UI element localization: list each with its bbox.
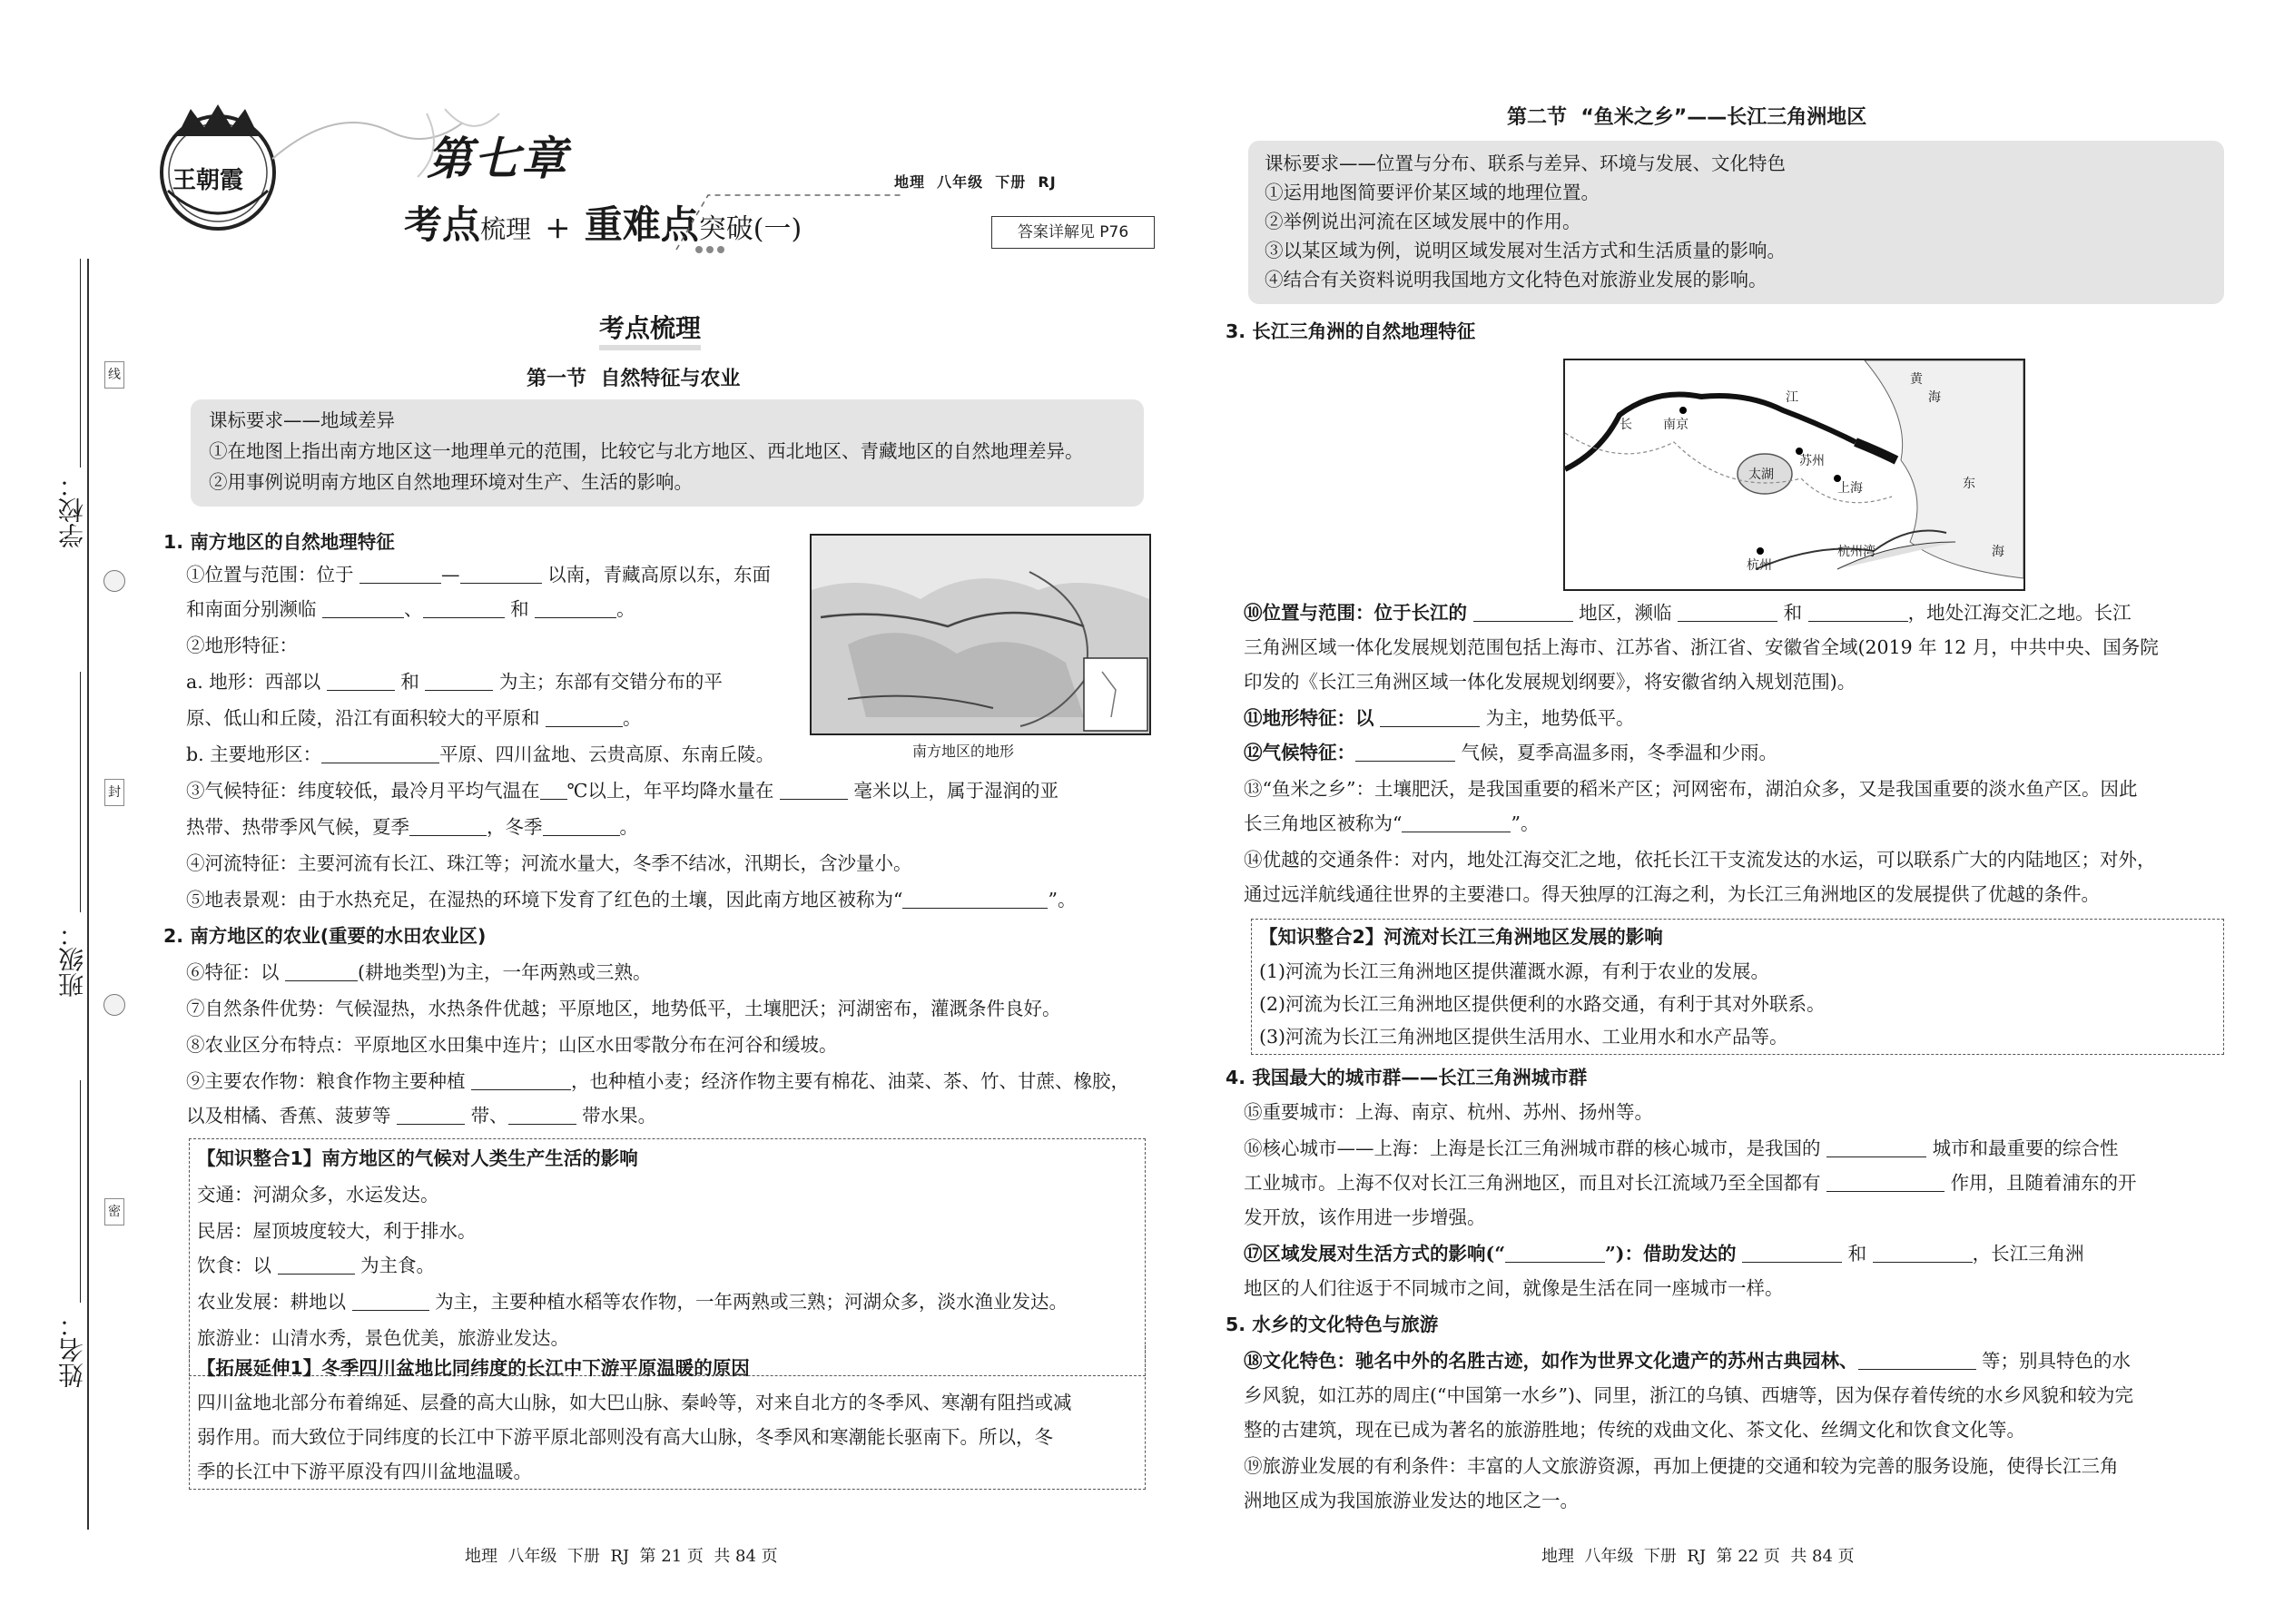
school-blank[interactable] <box>80 259 82 468</box>
box-line: (1)河流为长江三角洲地区提供灌溉水源，有利于农业的发展。 <box>1259 960 1770 982</box>
text-line: 通过远洋航线通往世界的主要港口。得天独厚的江海之利，为长江三角洲地区的发展提供了优越的条件。 <box>1244 883 2100 905</box>
fill-blank[interactable] <box>409 815 487 836</box>
fill-blank[interactable] <box>460 563 542 584</box>
map-label: 海 <box>1928 390 1941 405</box>
text-line: ⑲旅游业发展的有利条件：丰富的人文旅游资源，再加上便捷的交通和较为完善的服务设施，使得长江三角 <box>1244 1455 2119 1477</box>
fill-blank[interactable] <box>322 597 404 618</box>
fill-blank[interactable] <box>1402 812 1511 832</box>
map-label: 南京 <box>1663 418 1689 432</box>
text-line: ⑮重要城市：上海、南京、杭州、苏州、扬州等。 <box>1244 1101 1653 1123</box>
knowledge-box-2 <box>1251 919 2224 1055</box>
text-line: 发开放，该作用进一步增强。 <box>1244 1206 1486 1228</box>
req-item: ②用事例说明南方地区自然地理环境对生产、生活的影响。 <box>209 471 693 493</box>
title-part-b: 梳理 <box>480 214 532 244</box>
text-line: 和南面分别濒临 、 和 。 <box>186 598 635 620</box>
fill-blank[interactable] <box>1742 1242 1842 1263</box>
text-line: ⑭优越的交通条件：对内，地处江海交汇之地，依托长江干支流发达的水运，可以联系广大的内陆地区；对外， <box>1244 849 2156 871</box>
page-footer: 地理 八年级 下册 RJ 第 22 页 共 84 页 <box>1541 1547 1855 1566</box>
box-line: 季的长江中下游平原没有四川盆地温暖。 <box>197 1461 532 1482</box>
chapter-title: 第七章 <box>427 132 568 185</box>
text-line: ⑱文化特色：驰名中外的名胜古迹，如作为世界文化遗产的苏州古典园林、 等；别具特色的水 <box>1244 1350 2132 1372</box>
knowledge-box-1 <box>189 1138 1146 1376</box>
fill-blank[interactable] <box>1826 1171 1944 1192</box>
class-label: 班级： <box>57 921 87 998</box>
fill-blank[interactable] <box>471 1069 571 1090</box>
text-line: ⑦自然条件优势：气候湿热，水热条件优越；平原地区，地势低平，土壤肥沃；河湖密布，灌溉条件良好。 <box>186 998 1061 1019</box>
title-plus: + <box>545 210 571 246</box>
fill-blank[interactable] <box>508 1104 576 1125</box>
class-blank[interactable] <box>80 672 82 912</box>
binding-hole-icon <box>103 570 125 592</box>
fill-blank[interactable] <box>425 670 493 691</box>
text-line: ⑬“鱼米之乡”：土壤肥沃，是我国重要的稻米产区；河网密布，湖泊众多，又是我国重要的淡水鱼产区。因此 <box>1244 778 2138 800</box>
req-item: ①在地图上指出南方地区这一地理单元的范围，比较它与北方地区、西北地区、青藏地区的自然地理差异。 <box>209 440 1084 462</box>
box-title: 【知识整合1】南方地区的气候对人类生产生活的影响 <box>197 1147 638 1169</box>
text-line: 地区的人们往返于不同城市之间，就像是生活在同一座城市一样。 <box>1244 1277 1784 1299</box>
box-line: 弱作用。而大致位于同纬度的长江中下游平原北部则没有高大山脉，冬季风和寒潮能长驱南下。所以，冬 <box>197 1426 1053 1448</box>
heading-5: 5. 水乡的文化特色与旅游 <box>1226 1314 1439 1335</box>
seal-mark-seal: 封 <box>104 779 124 806</box>
text-line: ③气候特征：纬度较低，最冷月平均气温在 ℃以上，年平均降水量在 毫米以上，属于湿润的亚 <box>186 780 1058 802</box>
text-line: 工业城市。上海不仅对长江三角洲地区，而且对长江流域乃至全国都有 作用，且随着浦东的开 <box>1244 1172 2137 1194</box>
fill-blank[interactable] <box>352 1290 429 1311</box>
curriculum-requirements-box <box>1248 141 2224 304</box>
map-label: 苏州 <box>1799 454 1825 468</box>
map-label: 长 <box>1620 418 1632 432</box>
school-label: 学校： <box>57 472 87 548</box>
text-line: ⑥特征：以 (耕地类型)为主，一年两熟或三熟。 <box>186 961 652 983</box>
box-line: 四川盆地北部分布着绵延、层叠的高大山脉，如大巴山脉、秦岭等，对来自北方的冬季风、寒潮有阻挡或减 <box>197 1392 1072 1413</box>
box-line: (2)河流为长江三角洲地区提供便利的水路交通，有利于其对外联系。 <box>1259 993 1826 1015</box>
text-line: ⑨主要农作物：粮食作物主要种植 ，也种植小麦；经济作物主要有棉花、油菜、茶、竹、甘蔗、橡胶， <box>186 1070 1130 1092</box>
req-item: ②举例说出河流在区域发展中的作用。 <box>1265 211 1581 232</box>
req-item: ④结合有关资料说明我国地方文化特色对旅游业发展的影响。 <box>1265 269 1767 290</box>
binding-hole-icon <box>103 994 125 1016</box>
box-line: 旅游业：山清水秀，景色优美，旅游业发达。 <box>197 1327 569 1349</box>
fill-blank[interactable] <box>1380 706 1480 727</box>
heading-3: 3. 长江三角洲的自然地理特征 <box>1226 320 1476 342</box>
fill-blank[interactable] <box>1808 601 1908 622</box>
seal-mark-secret: 密 <box>104 1198 124 1225</box>
box-title: 【拓展延伸1】冬季四川盆地比同纬度的长江中下游平原温暖的原因 <box>197 1357 750 1379</box>
box-line: 交通：河湖众多，水运发达。 <box>197 1184 439 1206</box>
box-line: 饮食：以 为主食。 <box>197 1255 436 1276</box>
fill-blank[interactable] <box>1873 1242 1973 1263</box>
text-line: ⑧农业区分布特点：平原地区水田集中连片；山区水田零散分布在河谷和缓坡。 <box>186 1034 838 1056</box>
text-line: ①位置与范围：位于 — 以南，青藏高原以东，东面 <box>186 564 772 586</box>
text-line: 整的古建筑，现在已成为著名的旅游胜地；传统的戏曲文化、茶文化、丝绸文化和饮食文化等。 <box>1244 1419 2025 1441</box>
map-label: 东 <box>1963 477 1975 491</box>
fill-blank[interactable] <box>321 743 439 763</box>
req-item: ①运用地图简要评价某区域的地理位置。 <box>1265 182 1600 203</box>
map-label: 江 <box>1786 390 1798 405</box>
curriculum-requirements-box <box>191 399 1144 507</box>
yangtze-delta-map <box>1563 359 2025 591</box>
lesson-title: 第二节 “鱼米之乡”——长江三角洲地区 <box>1507 106 1867 129</box>
text-line: ⑩位置与范围：位于长江的 地区，濒临 和 ，地处江海交汇之地。长江 <box>1244 602 2132 624</box>
text-line: ⑪地形特征：以 为主，地势低平。 <box>1244 707 1635 729</box>
req-title: 课标要求——地域差异 <box>209 409 395 431</box>
heading-2: 2. 南方地区的农业(重要的水田农业区) <box>163 925 487 947</box>
seal-mark-line: 线 <box>104 361 124 389</box>
fill-blank[interactable] <box>1858 1349 1976 1370</box>
name-blank[interactable] <box>80 1080 82 1303</box>
map-label: 太湖 <box>1748 468 1774 482</box>
fill-blank[interactable] <box>397 1104 465 1125</box>
map-label: 杭州湾 <box>1837 545 1876 559</box>
map-label: 上海 <box>1837 481 1863 496</box>
text-line: ⑤地表景观：由于水热充足，在湿热的环境下发育了红色的土壤，因此南方地区被称为“ ”。 <box>186 889 1077 910</box>
text-line: 印发的《长江三角洲区域一体化发展规划纲要》，将安徽省纳入规划范围)。 <box>1244 671 1856 693</box>
text-line: 热带、热带季风气候，夏季 ，冬季 。 <box>186 816 638 838</box>
fill-blank[interactable] <box>1505 1242 1605 1263</box>
fill-blank[interactable] <box>1355 741 1455 762</box>
text-line: ⑰区域发展对生活方式的影响(“ ”)：借助发达的 和 ，长江三角洲 <box>1244 1243 2084 1265</box>
logo-text: 王朝霞 <box>172 167 244 194</box>
text-line: ⑯核心城市——上海：上海是长江三角洲城市群的核心城市，是我国的 城市和最重要的综合性 <box>1244 1137 2119 1159</box>
page-footer: 地理 八年级 下册 RJ 第 21 页 共 84 页 <box>465 1547 778 1566</box>
extension-box-1 <box>189 1345 1146 1490</box>
text-line: ⑫气候特征： 气候，夏季高温多雨，冬季温和少雨。 <box>1244 742 1778 763</box>
heading-1: 1. 南方地区的自然地理特征 <box>163 531 395 553</box>
text-line: b. 主要地形区： 平原、四川盆地、云贵高原、东南丘陵。 <box>186 743 775 765</box>
answer-ref: 答案详解见 P76 <box>991 216 1155 249</box>
text-line: 原、低山和丘陵，沿江有面积较大的平原和 。 <box>186 707 642 729</box>
name-label: 姓名： <box>57 1312 87 1388</box>
text-line: ④河流特征：主要河流有长江、珠江等；河流水量大，冬季不结冰，汛期长，含沙量小。 <box>186 852 912 874</box>
text-line: a. 地形：西部以 和 为主；东部有交错分布的平 <box>186 671 723 693</box>
title-part-a: 考点 <box>404 202 481 247</box>
text-line: ②地形特征： <box>186 635 298 656</box>
fill-blank[interactable] <box>902 888 1048 909</box>
req-title: 课标要求——位置与分布、联系与差异、环境与发展、文化特色 <box>1265 153 1786 174</box>
fill-blank[interactable] <box>423 597 505 618</box>
subject-tag: 地理 八年级 下册 RJ <box>894 173 1057 191</box>
text-line: 乡风貌，如江苏的周庄(“中国第一水乡”)、同里，浙江的乌镇、西塘等，因为保存着传统的水乡风貌和较为完 <box>1244 1384 2133 1406</box>
map-label: 杭州 <box>1747 558 1772 573</box>
fill-blank[interactable] <box>540 779 567 800</box>
fill-blank[interactable] <box>543 815 620 836</box>
terrain-map-icon <box>812 536 1149 733</box>
map-caption: 南方地区的地形 <box>912 743 1015 760</box>
fill-blank[interactable] <box>535 597 616 618</box>
lesson-title: 第一节 自然特征与农业 <box>527 368 741 390</box>
fill-blank[interactable] <box>780 779 848 800</box>
text-line: 三角洲区域一体化发展规划范围包括上海市、江苏省、浙江省、安徽省全域(2019 年 12 月，中共中央、国务院 <box>1244 636 2159 658</box>
title-part-e: 突破(一) <box>698 213 802 245</box>
fill-blank[interactable] <box>546 706 623 727</box>
fill-blank[interactable] <box>359 563 441 584</box>
box-line: 农业发展：耕地以 为主，主要种植水稻等农作物，一年两熟或三熟；河湖众多，淡水渔业发达。 <box>197 1291 1068 1313</box>
box-title: 【知识整合2】河流对长江三角洲地区发展的影响 <box>1259 926 1663 948</box>
req-item: ③以某区域为例，说明区域发展对生活方式和生活质量的影响。 <box>1265 240 1786 261</box>
fill-blank[interactable] <box>1826 1137 1926 1157</box>
fill-blank[interactable] <box>1678 601 1777 622</box>
box-line: 民居：屋顶坡度较大，利于排水。 <box>197 1220 477 1242</box>
map-label: 海 <box>1992 545 2004 559</box>
fill-blank[interactable] <box>1473 601 1573 622</box>
text-line: 以及柑橘、香蕉、菠萝等 带、 带水果。 <box>186 1105 657 1127</box>
fill-blank[interactable] <box>327 670 395 691</box>
map-label: 黄 <box>1910 372 1923 387</box>
fill-blank[interactable] <box>285 960 358 981</box>
heading-4: 4. 我国最大的城市群——长江三角洲城市群 <box>1226 1067 1588 1088</box>
text-line: 长三角地区被称为“ ”。 <box>1244 812 1540 834</box>
fill-blank[interactable] <box>278 1254 355 1275</box>
box-line: (3)河流为长江三角洲地区提供生活用水、工业用水和水产品等。 <box>1259 1026 1788 1048</box>
south-china-terrain-map <box>810 534 1151 735</box>
header-dash-decoration-icon <box>672 186 908 259</box>
text-line: 洲地区成为我国旅游业发达的地区之一。 <box>1244 1490 1579 1511</box>
section-title: 考点梳理 <box>599 309 701 350</box>
title-part-d: 重难点 <box>584 202 699 247</box>
